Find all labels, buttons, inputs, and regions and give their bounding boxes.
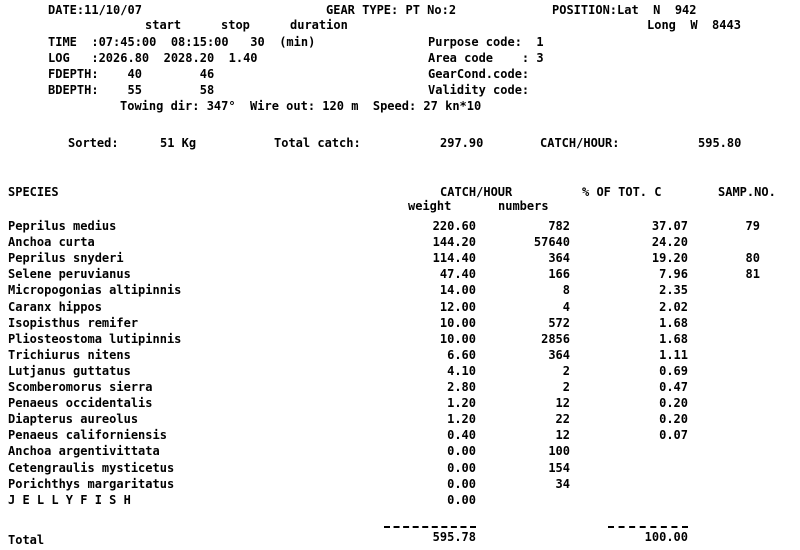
weight-value: 0.00 (447, 477, 476, 491)
samp-value: 81 (745, 267, 760, 281)
species-name: Cetengraulis mysticetus (8, 461, 175, 475)
catch-hour-value: 595.80 (698, 136, 742, 150)
numbers-value: 12 (555, 396, 570, 410)
numbers-value: 8 (562, 283, 570, 297)
numbers-value: 12 (555, 428, 570, 442)
total-weight-rule (384, 526, 476, 528)
towing-row: Towing dir: 347° Wire out: 120 m Speed: 27 kn*10 (120, 99, 482, 113)
area-code: Area code : 3 (428, 51, 544, 65)
numbers-value: 782 (548, 219, 570, 233)
weight-value: 12.00 (439, 300, 476, 314)
pct-value: 2.35 (659, 283, 688, 297)
col-stop-label: stop (221, 18, 250, 32)
col-start-label: start (145, 18, 182, 32)
numbers-value: 4 (562, 300, 570, 314)
numbers-value: 572 (548, 316, 570, 330)
validity-code: Validity code: (428, 83, 530, 97)
catch-hour-label: CATCH/HOUR: (540, 136, 620, 150)
bdepth-row: BDEPTH: 55 58 (48, 83, 215, 97)
species-name: Peprilus medius (8, 219, 117, 233)
numbers-value: 2 (562, 364, 570, 378)
total-label: Total (8, 533, 45, 547)
sorted-label: Sorted: (68, 136, 119, 150)
weight-value: 6.60 (447, 348, 476, 362)
pct-value: 37.07 (651, 219, 688, 233)
purpose-code: Purpose code: 1 (428, 35, 544, 49)
col-catch-hour: CATCH/HOUR (440, 185, 513, 199)
pct-value: 0.20 (659, 396, 688, 410)
pct-value: 0.07 (659, 428, 688, 442)
col-samp: SAMP.NO. (718, 185, 776, 199)
weight-value: 0.00 (447, 461, 476, 475)
weight-value: 2.80 (447, 380, 476, 394)
time-row: TIME :07:45:00 08:15:00 30 (min) (48, 35, 316, 49)
position-long: Long W 8443 (647, 18, 741, 32)
pct-value: 0.47 (659, 380, 688, 394)
species-name: Micropogonias altipinnis (8, 283, 182, 297)
gear-cond-code: GearCond.code: (428, 67, 530, 81)
log-row: LOG :2026.80 2028.20 1.40 (48, 51, 258, 65)
sub-weight: weight (408, 199, 452, 213)
position-lat: POSITION:Lat N 942 (552, 3, 697, 17)
species-name: Diapterus aureolus (8, 412, 139, 426)
total-weight: 595.78 (432, 530, 476, 544)
weight-value: 220.60 (432, 219, 476, 233)
species-name: Selene peruvianus (8, 267, 131, 281)
sub-numbers: numbers (498, 199, 549, 213)
total-catch-label: Total catch: (274, 136, 361, 150)
total-pct: 100.00 (644, 530, 688, 544)
species-name: Trichiurus nitens (8, 348, 131, 362)
date-label: DATE:11/10/07 (48, 3, 142, 17)
pct-value: 24.20 (651, 235, 688, 249)
numbers-value: 22 (555, 412, 570, 426)
species-name: Isopisthus remifer (8, 316, 139, 330)
sorted-value: 51 Kg (160, 136, 197, 150)
total-catch-value: 297.90 (440, 136, 484, 150)
col-duration-label: duration (290, 18, 348, 32)
weight-value: 10.00 (439, 332, 476, 346)
weight-value: 1.20 (447, 396, 476, 410)
numbers-value: 34 (555, 477, 570, 491)
samp-value: 80 (745, 251, 760, 265)
weight-value: 0.00 (447, 444, 476, 458)
species-name: Penaeus occidentalis (8, 396, 153, 410)
species-name: Anchoa argentivittata (8, 444, 160, 458)
pct-value: 2.02 (659, 300, 688, 314)
species-name: Caranx hippos (8, 300, 102, 314)
col-species: SPECIES (8, 185, 59, 199)
weight-value: 47.40 (439, 267, 476, 281)
weight-value: 114.40 (432, 251, 476, 265)
species-name: Scomberomorus sierra (8, 380, 153, 394)
pct-value: 1.68 (659, 332, 688, 346)
pct-value: 0.69 (659, 364, 688, 378)
species-name: Lutjanus guttatus (8, 364, 131, 378)
pct-value: 19.20 (651, 251, 688, 265)
pct-value: 1.68 (659, 316, 688, 330)
fdepth-row: FDEPTH: 40 46 (48, 67, 215, 81)
weight-value: 0.40 (447, 428, 476, 442)
weight-value: 14.00 (439, 283, 476, 297)
gear-type: GEAR TYPE: PT No:2 (326, 3, 457, 17)
species-name: J E L L Y F I S H (8, 493, 131, 507)
species-name: Penaeus californiensis (8, 428, 167, 442)
species-name: Anchoa curta (8, 235, 95, 249)
pct-value: 7.96 (659, 267, 688, 281)
samp-value: 79 (745, 219, 760, 233)
numbers-value: 2856 (541, 332, 570, 346)
numbers-value: 364 (548, 251, 570, 265)
numbers-value: 166 (548, 267, 570, 281)
numbers-value: 364 (548, 348, 570, 362)
numbers-value: 154 (548, 461, 570, 475)
weight-value: 0.00 (447, 493, 476, 507)
pct-value: 1.11 (659, 348, 688, 362)
species-name: Pliosteostoma lutipinnis (8, 332, 182, 346)
total-pct-rule (608, 526, 688, 528)
col-pct: % OF TOT. C (582, 185, 662, 199)
numbers-value: 100 (548, 444, 570, 458)
numbers-value: 57640 (533, 235, 570, 249)
weight-value: 4.10 (447, 364, 476, 378)
species-name: Porichthys margaritatus (8, 477, 175, 491)
weight-value: 1.20 (447, 412, 476, 426)
weight-value: 144.20 (432, 235, 476, 249)
species-name: Peprilus snyderi (8, 251, 124, 265)
numbers-value: 2 (562, 380, 570, 394)
weight-value: 10.00 (439, 316, 476, 330)
pct-value: 0.20 (659, 412, 688, 426)
